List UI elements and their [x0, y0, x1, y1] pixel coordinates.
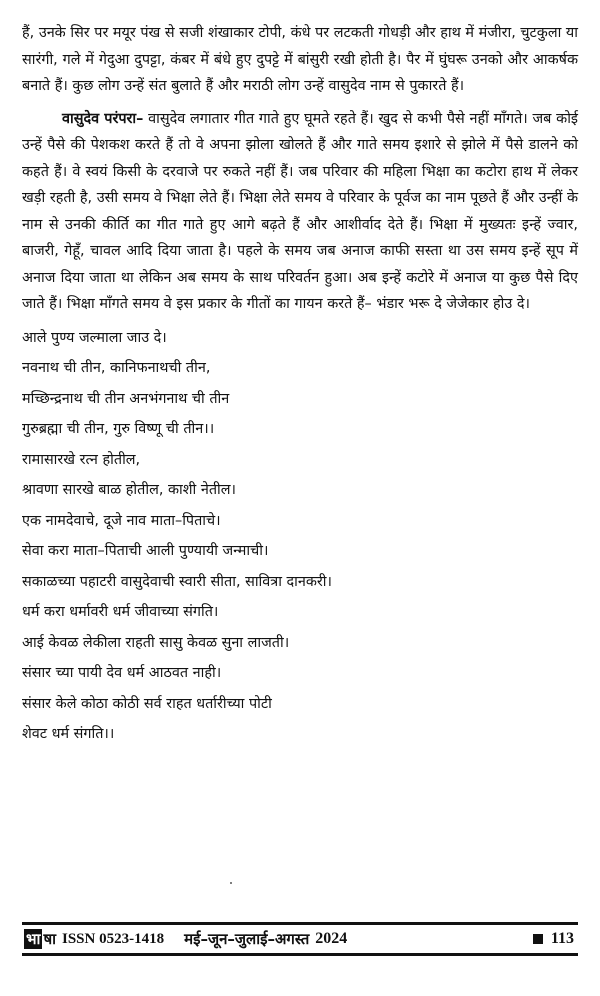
verse-line: सकाळच्या पहाटरी वासुदेवाची स्वारी सीता, सावित्रा दानकरी।	[22, 573, 332, 590]
verse-line: रामासारखे रत्न होतील,	[22, 451, 141, 468]
issue-months: मई–जून–जुलाई–अगस्त	[184, 930, 310, 948]
verse-line: एक नामदेवाचे, दूजे नाव माता–पिताचे।	[22, 512, 221, 529]
section-heading: वासुदेव परंपरा–	[62, 110, 144, 127]
verse-line: शेवट धर्म संगति।।	[22, 726, 115, 742]
paragraph-text: वासुदेव लगातार गीत गाते हुए घूमते रहते हैं। खुद से कभी पैसे नहीं माँगते। जब कोई उन्हें पैसे की पेशकश करते हैं तो वे अपना झोला खोलते हैं और गाते समय इशारे से झोले में पैसे डालने को कहते हैं। वे स्वयं किसी के दरवाजे पर रुकते नहीं हैं। जब परिवार की महिला भिक्षा का कटोरा हाथ में लेकर खड़ी रहती है, उसी समय वे भिक्षा लेते हैं। भिक्षा लेते समय वे परिवार के पूर्वज का नाम पूछते हैं और उन्हीं के नाम से उनकी कीर्ति का गीत गाते हुए आगे बढ़ते हैं और आशीर्वाद देते हैं। भिक्षा में मुख्यतः इन्हें ज्वार, बाजरी, गेहूँ, चावल आदि दिया जाता है। पहले के समय जब अनाज काफी सस्ता था उस समय इन्हें सूप में अनाज दिया जाता था लेकिन अब समय के साथ परिवर्तन हुआ। अब इन्हें कटोरे में अनाज या कुछ पैसे दिए जाते हैं। भिक्षा माँगते समय वे इस प्रकार के गीतों का गायन करते हैं– भंडार भरू दे जेजेकार होउ दे।	[22, 110, 578, 312]
paragraph-vasudev-tradition	[22, 106, 578, 318]
issue-year: 2024	[315, 930, 348, 947]
verse-line: आई केवळ लेकीला राहती सासु केवळ सुना लाजती।	[22, 634, 290, 651]
verse-line: सेवा करा माता–पिताची आली पुण्यायी जन्माची।	[22, 543, 269, 559]
page-number: 113	[550, 930, 574, 947]
article-body	[22, 20, 578, 750]
verse-line: संसार च्या पायी देव धर्म आठवत नाही।	[22, 665, 222, 681]
page-footer	[22, 922, 578, 956]
verse-line: मच्छिन्द्रनाथ ची तीन अनभंगनाथ ची तीन	[22, 390, 230, 407]
verse-line: श्रावणा सारखे बाळ होतील, काशी नेतील।	[22, 482, 236, 498]
paragraph-intro: हैं, उनके सिर पर मयूर पंख से सजी शंखाकार टोपी, कंधे पर लटकती गोधड़ी और हाथ में मंजीरा, चुटकुला या सारंगी, गले में गेदुआ दुपट्टा, कंबर में बंधे हुए दुपट्टे में बांसुरी रखी होती है। पैर में घुंघरू उनको और आकर्षक बनाते हैं। कुछ लोग उन्हें संत बुलाते हैं और मराठी लोग उन्हें वासुदेव नाम से पुकारते हैं।	[22, 25, 578, 94]
logo-text: षा	[43, 930, 56, 948]
issn-number: ISSN 0523-1418	[62, 930, 165, 947]
verse-line: धर्म करा धर्मावरी धर्म जीवाच्या संगति।	[22, 604, 219, 620]
verse-line: नवनाथ ची तीन, कानिफनाथची तीन,	[22, 360, 211, 376]
journal-logo	[24, 928, 56, 950]
song-verses	[22, 323, 578, 750]
verse-line: आले पुण्य जल्माला जाउ दे।	[22, 329, 167, 346]
logo-box: भा	[26, 930, 41, 948]
stray-dot	[230, 882, 232, 884]
verse-line: गुरुब्रह्मा ची तीन, गुरु विष्णू ची तीन।।	[22, 421, 215, 437]
square-bullet-icon	[533, 934, 543, 944]
verse-line: संसार केले कोठा कोठी सर्व राहत धर्तारीच्या पोटी	[22, 695, 272, 712]
